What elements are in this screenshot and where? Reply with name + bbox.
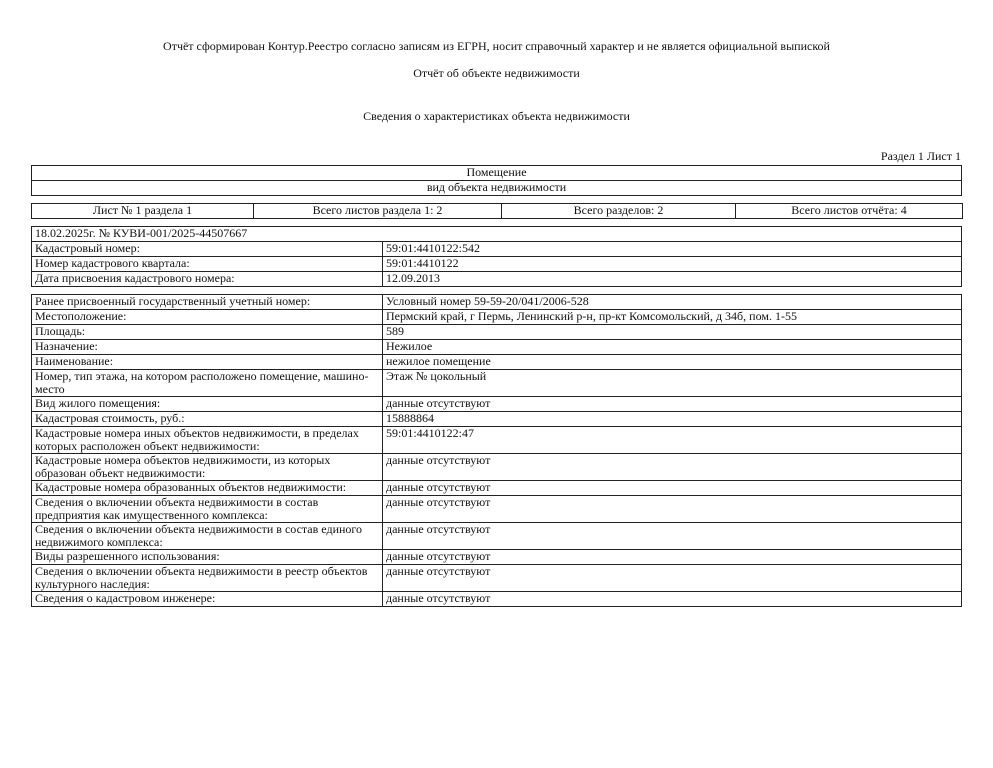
field-label: Кадастровая стоимость, руб.:: [32, 412, 383, 427]
table-row: [32, 592, 962, 607]
table-row: [32, 481, 962, 496]
table-row: [32, 310, 962, 325]
field-value: данные отсутствуют: [383, 481, 962, 496]
field-label: Площадь:: [32, 325, 383, 340]
field-label: Наименование:: [32, 355, 383, 370]
field-label: Виды разрешенного использования:: [32, 550, 383, 565]
field-value: 59:01:4410122:47: [383, 427, 962, 454]
field-label: Номер, тип этажа, на котором расположено помещение, машино-место: [32, 370, 383, 397]
table-row: [32, 370, 962, 397]
field-value: данные отсутствуют: [383, 523, 962, 550]
field-value: Этаж № цокольный: [383, 370, 962, 397]
field-label: Сведения о включении объекта недвижимости в состав предприятия как имущественного комплекса:: [32, 496, 383, 523]
table-row: [32, 355, 962, 370]
field-value: нежилое помещение: [383, 355, 962, 370]
cadastral-number-value: 59:01:4410122:542: [383, 242, 962, 257]
report-disclaimer: Отчёт сформирован Контур.Реестро согласно записям из ЕГРН, носит справочный характер и не является официальной выпиской: [163, 39, 830, 53]
object-type-table: [31, 165, 962, 196]
record-number: 18.02.2025г. № КУВИ-001/2025-44507667: [32, 227, 962, 242]
sheets-in-section: Всего листов раздела 1: 2: [254, 204, 502, 219]
table-row: [32, 340, 962, 355]
total-report-sheets: Всего листов отчёта: 4: [736, 204, 963, 219]
table-row: [32, 454, 962, 481]
object-type-caption: вид объекта недвижимости: [32, 181, 962, 196]
field-label: Вид жилого помещения:: [32, 397, 383, 412]
assignment-date-value: 12.09.2013: [383, 272, 962, 287]
report-title: Отчёт об объекте недвижимости: [413, 66, 580, 80]
field-value: данные отсутствуют: [383, 496, 962, 523]
section-sheet-label: Раздел 1 Лист 1: [880, 149, 961, 163]
table-row: [32, 427, 962, 454]
field-value: 15888864: [383, 412, 962, 427]
table-row: [32, 523, 962, 550]
field-label: Ранее присвоенный государственный учетный номер:: [32, 295, 383, 310]
field-value: Пермский край, г Пермь, Ленинский р-н, пр-кт Комсомольский, д 34б, пом. 1-55: [383, 310, 962, 325]
sheets-table: [31, 203, 963, 219]
field-value: данные отсутствуют: [383, 565, 962, 592]
table-row: [32, 550, 962, 565]
field-label: Сведения о включении объекта недвижимости в состав единого недвижимого комплекса:: [32, 523, 383, 550]
table-row: [32, 397, 962, 412]
field-value: Условный номер 59-59-20/041/2006-528: [383, 295, 962, 310]
characteristics-table: [31, 294, 962, 607]
field-label: Назначение:: [32, 340, 383, 355]
field-value: данные отсутствуют: [383, 592, 962, 607]
field-label: Кадастровые номера иных объектов недвижимости, в пределах которых расположен объект недвижимости:: [32, 427, 383, 454]
field-label: Кадастровые номера образованных объектов недвижимости:: [32, 481, 383, 496]
field-value: данные отсутствуют: [383, 397, 962, 412]
field-label: Кадастровый номер:: [32, 242, 383, 257]
table-row: [32, 295, 962, 310]
field-label: Местоположение:: [32, 310, 383, 325]
field-label: Сведения о кадастровом инженере:: [32, 592, 383, 607]
table-row: [32, 412, 962, 427]
field-value: данные отсутствуют: [383, 550, 962, 565]
table-row: [32, 496, 962, 523]
field-label: Номер кадастрового квартала:: [32, 257, 383, 272]
field-value: 589: [383, 325, 962, 340]
field-value: данные отсутствуют: [383, 454, 962, 481]
cadastral-quarter-value: 59:01:4410122: [383, 257, 962, 272]
field-value: Нежилое: [383, 340, 962, 355]
total-sections: Всего разделов: 2: [502, 204, 736, 219]
field-label: Дата присвоения кадастрового номера:: [32, 272, 383, 287]
section-title: Сведения о характеристиках объекта недвижимости: [363, 109, 630, 123]
field-label: Сведения о включении объекта недвижимости в реестр объектов культурного наследия:: [32, 565, 383, 592]
table-row: [32, 565, 962, 592]
sheet-number: Лист № 1 раздела 1: [32, 204, 254, 219]
field-label: Кадастровые номера объектов недвижимости, из которых образован объект недвижимости:: [32, 454, 383, 481]
identification-table: [31, 226, 962, 287]
table-row: [32, 325, 962, 340]
object-type: Помещение: [32, 166, 962, 181]
